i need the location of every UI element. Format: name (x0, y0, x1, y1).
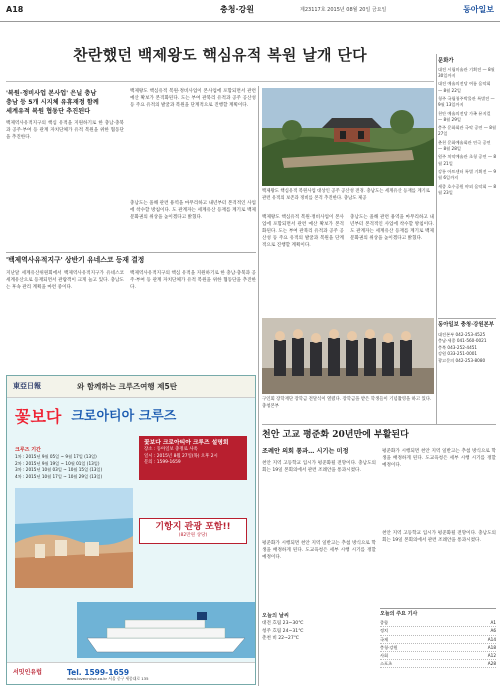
main-paragraph: 백제역사유적지구의 핵심 유적을 지원하기로 한 충남·충북과 공주·부여 등 관계 자치단체가 유적 복원을 위한 협동단을 추진한다. (6, 121, 124, 141)
index-page: A12 (487, 652, 496, 658)
sidebar-item: 천안 예술의전당 가족 뮤지컬 — 8월 29일 (438, 110, 491, 122)
index-row[interactable] (380, 636, 496, 644)
index-label: 국제 (380, 636, 389, 642)
sidebar-item: 춘천 문화예술회관 연극 공연 — 8월 28일 (438, 139, 491, 152)
newspaper-brand: 동아일보 (463, 5, 494, 14)
main-headline-text: 찬란했던 백제왕도 핵심유적 복원 날개 단다 (73, 46, 367, 65)
index-label: 종합 (380, 620, 389, 626)
ad-promo-box (139, 518, 247, 544)
index-row[interactable] (380, 619, 496, 627)
weather-title: 오늘의 날씨 (262, 613, 289, 619)
ad-company-top: 東亞日報 (13, 382, 41, 390)
ad-schedule-row: 1차 : 2015년 9월 05일 ~ 9월 17일 (13일) (15, 454, 97, 459)
main-headline (6, 30, 434, 82)
third-story-headline: 천안 고교 평준화 20년만에 부활된다 (262, 430, 409, 440)
culture-sidebar (438, 58, 496, 198)
main-paragraph: 백제왕도 핵심유적 복원·정비사업이 본사업에 포함되면서 관련 예산 확보가 본격화된다. 도는 부여 관북리 유적과 공주 공산성 등 주요 유적의 발굴과 복원을 단계적으로 진행할 계획이다. (262, 215, 344, 249)
index-label: 사회 (380, 652, 389, 658)
third-story-paragraph: 천안 지역 고등학교 입시가 평준화될 전망이다. 충남도의회는 19일 본회의에서 관련 조례안을 통과시켰다. (262, 461, 376, 474)
index-page: A6 (490, 628, 496, 634)
weather-line: 대전 흐림 23~30℃ (262, 621, 304, 627)
index-label: 충청·강원 (380, 644, 398, 650)
section-title: 충청·강원 (220, 5, 254, 14)
second-story-text: 지난달 세계유산위원회에서 백제역사유적지구가 유네스코 세계유산으로 등재되면서 관람객이 크게 늘고 있다. 충남도는 후속 관리 계획을 마련 중이다. (6, 271, 124, 291)
ad-top-bar (7, 376, 256, 398)
page-index (380, 608, 496, 668)
weather-line: 춘천 비 22~27℃ (262, 636, 299, 641)
contact-row: 강원 033-251-0001 (438, 351, 478, 357)
section-divider (262, 424, 496, 425)
column-divider (436, 54, 437, 424)
main-subhead-line: 충남 등 5개 시지체 유휴재정 함께 (6, 98, 99, 106)
fortress-photo-graphic (262, 88, 434, 186)
third-story-paragraph: 평준화가 시행되면 천안 지역 일반고는 추첨 방식으로 학생을 배정하게 된다. 도교육청은 세부 시행 시기를 정할 예정이다. (262, 541, 376, 561)
ad-box-row: 문의 : 1599-1659 (144, 460, 181, 466)
ad-schedule-row: 4차 : 2015년 10월 17일 ~ 10월 29일 (13일) (15, 474, 103, 480)
page-header (0, 0, 500, 22)
index-page: A14 (487, 636, 496, 642)
second-story-subhead: '백제역사유적지구' 상반기 유네스코 등재 결정 (6, 256, 145, 264)
sidebar-item: 대전 예술의전당 여름 음악회 — 8월 22일 (438, 81, 491, 93)
cruise-advertisement[interactable] (6, 375, 256, 685)
ad-box-row: 일시 : 2015년 8월 27일(목) 오후 2시 (144, 453, 218, 459)
sidebar-item: 충주 문화회관 국악 공연 — 8월 27일 (438, 125, 497, 137)
ad-title-script: 꽃보다 (15, 407, 62, 426)
ad-footer-info: www.lovecruise.co.kr 서울 중구 세종대로 135 (67, 676, 149, 681)
ad-promo-main: 기항지 관광 포함!! (155, 522, 231, 532)
ad-title (7, 402, 256, 432)
sidebar-title: 문화가 (438, 58, 454, 64)
ad-box-title: 꽃보다 크로아티아 크루즈 설명회 (144, 440, 229, 446)
index-row[interactable] (380, 652, 496, 660)
index-page: A18 (487, 644, 496, 650)
sidebar-item: 원주 치악예술관 초청 공연 — 8월 21일 (438, 154, 497, 166)
third-story-paragraph: 천안 지역 고등학교 입시가 평준화될 전망이다. 충남도의회는 19일 본회의에서 관련 조례안을 통과시켰다. (382, 531, 496, 544)
ad-schedule (15, 446, 133, 481)
contact-row: 충남·세종 041-560-0021 (438, 338, 487, 344)
ad-box-row: 장소 : 동아일보 충정로 사옥 (144, 447, 198, 453)
sidebar-item: 강릉 아트센터 특별 기획전 — 9월 6일까지 (438, 168, 497, 181)
photo-caption: 백제왕도 핵심유적 복원사업 대상인 공주 공산성 전경. 충남도는 세계유산 등재를 계기로 관련 유적의 보존과 정비를 본격 추진한다. 충남도 제공 (262, 189, 431, 201)
contact-row: 충북 043-252-4451 (438, 344, 478, 350)
index-row[interactable] (380, 627, 496, 635)
index-label: 스포츠 (380, 660, 393, 666)
contact-row: 광고문의 042-253-8080 (438, 357, 486, 363)
second-story-text: 백제역사유적지구의 핵심 유적을 지원하기로 한 충남·충북과 공주·부여 등 관계 자치단체가 유적 복원을 위한 협동단을 추진한다. (130, 271, 256, 291)
coast-photo (15, 488, 133, 588)
index-row[interactable] (380, 660, 496, 668)
main-subhead-line: '복원·정비사업 본사업' 은닐 충남 (6, 90, 97, 97)
contacts-title: 동아일보 충청·강원본부 (438, 322, 494, 328)
ceremony-caption: 구인회 장학재단 장학금 전달식이 열렸다. 장학금을 받은 학생들이 기념촬영을 하고 있다. 충청본부 (262, 397, 432, 409)
index-page: A28 (487, 660, 496, 666)
third-story-paragraph: 평준화가 시행되면 천안 지역 일반고는 추첨 방식으로 학생을 배정하게 된다. 도교육청은 세부 시행 시기를 정할 예정이다. (382, 449, 496, 469)
index-label: 정치 (380, 628, 389, 634)
page-number: A18 (6, 5, 24, 14)
contacts-box (438, 318, 496, 364)
index-page: A1 (490, 620, 496, 626)
issue-date: 제23117호 2015년 08월 20일 금요일 (300, 7, 387, 13)
cruise-ship-icon (77, 602, 255, 658)
index-row[interactable] (380, 644, 496, 652)
ad-schedule-row: 2차 : 2015년 9월 19일 ~ 10월 01일 (13일) (15, 460, 100, 466)
ad-schedule-row: 3차 : 2015년 10월 03일 ~ 10월 15일 (13일) (15, 467, 103, 473)
ad-schedule-heading: 크루즈 기간 (15, 447, 41, 453)
main-subhead-line: 세계유적 복원 협동단 추진된다 (6, 107, 91, 115)
sidebar-item: 청주 국립청주박물관 특별전 — 9월 13일까지 (438, 95, 495, 108)
ad-top-line: 와 함께하는 크루즈여행 제5탄 (77, 382, 177, 391)
sidebar-item: 대전 시립미술관 기획전 — 8월 30일까지 (438, 66, 495, 79)
weather-box (262, 612, 372, 642)
ad-footer-phone[interactable]: Tel. 1599-1659 (67, 668, 130, 677)
ceremony-photo (262, 318, 434, 394)
column-divider (258, 86, 259, 686)
main-subhead (6, 90, 124, 117)
index-title: 오늘의 주요 기사 (380, 611, 418, 617)
ad-footer (7, 662, 256, 684)
sidebar-item: 세종 호수공원 야외 음악회 — 8월 23일 (438, 183, 497, 195)
main-paragraph: 충남도는 올해 관련 용역을 마무리하고 내년부터 본격적인 사업에 착수할 방침이다. 도 관계자는 세계유산 등재를 계기로 백제 문화권의 위상을 높이겠다고 밝혔다. (350, 215, 434, 242)
ceremony-photo-graphic (262, 318, 434, 394)
ad-promo-sub: (82만원 상당) (178, 533, 208, 539)
ad-footer-company: 서밋인유럽 (13, 669, 42, 676)
ad-title-main: 크로아티아 크루즈 (71, 408, 177, 424)
third-story-subhead: 조례안 의회 통과… 시기는 미정 (262, 448, 349, 455)
main-paragraph: 충남도는 올해 관련 용역을 마무리하고 내년부터 본격적인 사업에 착수할 방침이다. 도 관계자는 세계유산 등재를 계기로 백제 문화권의 위상을 높이겠다고 밝혔다. (130, 201, 256, 221)
section-divider (6, 252, 256, 253)
main-paragraph: 백제왕도 핵심유적 복원·정비사업이 본사업에 포함되면서 관련 예산 확보가 본격화된다. 도는 부여 관북리 유적과 공주 공산성 등 주요 유적의 발굴과 복원을 단계적으로 진행할 계획이다. (130, 89, 256, 109)
fortress-photo (262, 88, 434, 186)
contact-row: 대전본부 042-253-4525 (438, 331, 486, 337)
ad-briefing-box (139, 436, 247, 480)
weather-line: 청주 흐림 24~31℃ (262, 628, 304, 634)
